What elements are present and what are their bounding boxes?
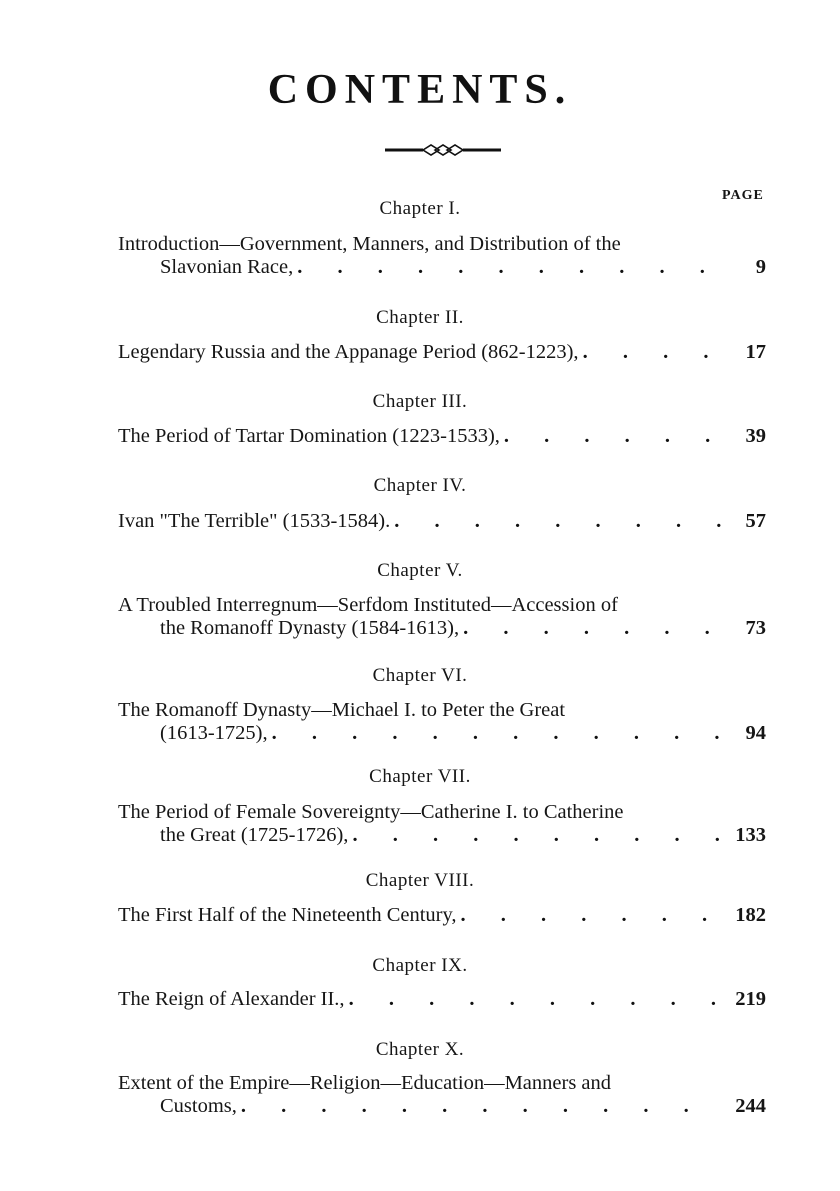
dot-leader — [297, 256, 722, 279]
page-number: 94 — [745, 722, 766, 744]
entry-title-line: the Romanoff Dynasty (1584-1613), — [160, 617, 460, 639]
page-number: 182 — [735, 904, 766, 926]
entry-title-line: A Troubled Interregnum—Serfdom Instituted—Accession of — [118, 594, 618, 616]
chapter-heading: Chapter I. — [379, 198, 461, 219]
chapter-heading: Chapter VIII. — [365, 870, 475, 891]
page-number: 39 — [745, 425, 766, 447]
dot-leader — [463, 617, 722, 640]
chapter-heading: Chapter VII. — [369, 766, 471, 787]
dot-leader — [583, 341, 722, 364]
toc-entry[interactable] — [118, 699, 766, 745]
toc-entry[interactable] — [118, 1072, 766, 1118]
chapter-heading: Chapter V. — [377, 560, 463, 581]
dot-leader — [349, 988, 722, 1011]
page-number: 133 — [735, 824, 766, 846]
entry-title-line: Extent of the Empire—Religion—Education—Manners and — [118, 1072, 612, 1094]
chapter-heading: Chapter III. — [372, 391, 468, 412]
chapter-heading: Chapter VI. — [372, 665, 468, 686]
toc-entry[interactable] — [118, 594, 766, 640]
entry-title-line: Slavonian Race, — [160, 256, 294, 278]
toc-entry[interactable] — [118, 425, 766, 448]
entry-title-line: the Great (1725-1726), — [160, 824, 349, 846]
ornament-divider — [383, 142, 503, 158]
page-number: 57 — [745, 510, 766, 532]
page-title: CONTENTS. — [267, 67, 573, 113]
dot-leader — [504, 425, 722, 448]
toc-entry[interactable] — [118, 801, 766, 847]
entry-title-line: The First Half of the Nineteenth Century, — [118, 904, 457, 926]
entry-title-line: Ivan "The Terrible" (1533-1584). — [118, 510, 391, 532]
page-number: 9 — [755, 256, 766, 278]
entry-title-line: Legendary Russia and the Appanage Period (862-1223), — [118, 341, 579, 363]
dot-leader — [461, 904, 722, 927]
page-number: 73 — [745, 617, 766, 639]
toc-entry[interactable] — [118, 233, 766, 279]
dot-leader — [352, 824, 722, 847]
entry-title-line: The Reign of Alexander II., — [118, 988, 345, 1010]
toc-entry[interactable] — [118, 988, 766, 1011]
chapter-heading: Chapter IX. — [372, 955, 468, 976]
dot-leader — [272, 722, 722, 745]
dot-leader — [241, 1095, 722, 1118]
page-number: 244 — [735, 1095, 766, 1117]
entry-title-line: The Period of Tartar Domination (1223-1533), — [118, 425, 500, 447]
page-column-header: PAGE — [722, 188, 764, 203]
toc-entry[interactable] — [118, 510, 766, 533]
chapter-heading: Chapter X. — [375, 1039, 465, 1060]
toc-entry[interactable] — [118, 341, 766, 364]
toc-entry[interactable] — [118, 904, 766, 927]
page-number: 17 — [745, 341, 766, 363]
chapter-heading: Chapter II. — [376, 307, 464, 328]
page-number: 219 — [735, 988, 766, 1010]
entry-title-line: The Period of Female Sovereignty—Catherine I. to Catherine — [118, 801, 624, 823]
entry-title-line: Customs, — [160, 1095, 237, 1117]
entry-title-line: (1613-1725), — [160, 722, 268, 744]
entry-title-line: Introduction—Government, Manners, and Distribution of the — [118, 233, 621, 255]
chapter-heading: Chapter IV. — [373, 475, 467, 496]
entry-title-line: The Romanoff Dynasty—Michael I. to Peter the Great — [118, 699, 566, 721]
dot-leader — [394, 510, 722, 533]
